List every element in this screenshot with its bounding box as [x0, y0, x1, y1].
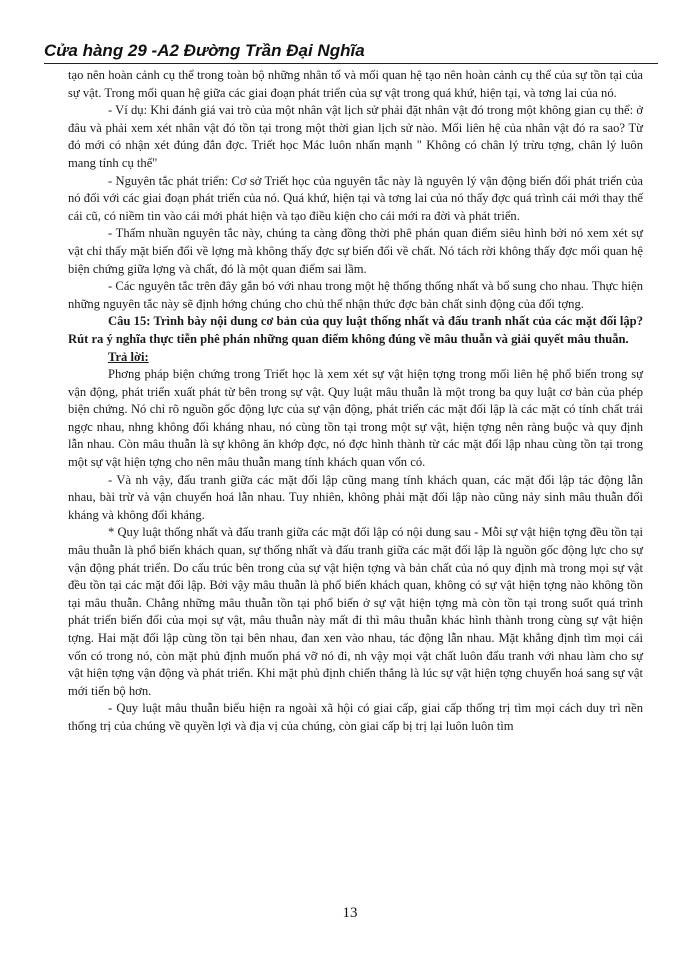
header-rule: [44, 63, 658, 64]
paragraph-law-content: * Quy luật thống nhất và đấu tranh giữa các mặt đối lập có nội dung sau - Mỗi sự vật hiện tợng đều tồn tại mâu thuẫn là phổ biến khách quan, sự thống nhất và đấu tranh giữa các mặt đối lập là nguồn gốc động lực cho sự vận động phát triển. Do cấu trúc bên trong của sự vật hiện tợng và bản chất của nó quy định mà trong mọi sự vật đều tồn tại các mặt đối lập. Bởi vậy mâu thuẫn là phổ biến khách quan, không có sự vật hiện tợng nào không tồn tại mâu thuẫn. Chẳng những mâu thuẫn tồn tại phổ biến ở sự vật hiện tợng mà còn tồn tại trong suốt quá trình phát triển biến đổi của mọi sự vật, mâu thuẫn này mất đi thì mâu thuẫn khác hình thành trong cùng sự vật hiện tợng. Hai mặt đối lập cùng tồn tại bên nhau, đan xen vào nhau, tác động lẫn nhau. Mặt khẳng định tìm mọi cái vốn có trong nó, còn mặt phủ định muốn phá vỡ nó đi, nh vậy mọi vật chất luôn đấu tranh với nhau làm cho sự vật hiện tợng vận động và phát triển. Khi mặt phủ định chiến thắng là lúc sự vật hiện tợng chuyển hoá sang sự vật mới tiến bộ hơn.: [68, 525, 643, 698]
paragraph-society: - Quy luật mâu thuẫn biểu hiện ra ngoài xã hội có giai cấp, giai cấp thống trị tìm mọi cách duy trì nền thống trị của chúng về quyền lợi và địa vị của chúng, còn giai cấp bị trị lại luôn luôn tìm: [68, 701, 643, 733]
paragraph-example: - Ví dụ: Khi đánh giá vai trò của một nhân vật lịch sử phải đặt nhân vật đó trong một không gian cụ thể: ở đâu và phải xem xét nhân vật đó tồn tại trong một thời gian lịch sử nào. Mối liên hệ của nhân vật đó ra sao? Từ đó mới có nhận xét đúng đắn đợc. Triết học Mác luôn nhấn mạnh " Không có chân lý trừu tợng, chân lý luôn mang tính cụ thể": [68, 103, 643, 170]
paragraph-principles-system: - Các nguyên tắc trên đây gắn bó với nhau trong một hệ thống thống nhất và bổ sung cho nhau. Thực hiện những nguyên tắc này sẽ định hớng chúng cho chủ thể nhận thức đợc bản chất sinh động của đối tợng.: [68, 279, 643, 311]
paragraph-dialectics: Phơng pháp biện chứng trong Triết học là xem xét sự vật hiện tợng trong mối liên hệ phổ biến trong sự vận động, phát triển xuất phát từ bên trong sự vật. Quy luật mâu thuẫn là một trong ba quy luật cơ bản của phép biện chứng. Nó chỉ rõ nguồn gốc động lực của sự vận động, phát triển các mặt đối lập là các mặt có tính chất trái ngợc nhau, nhng không đối kháng nhau, nó cùng tồn tại trong một sự vật, hiện tợng nên ràng buộc và quy định lẫn nhau. Còn mâu thuẫn là sự không ăn khớp đợc, nó đợc hình thành từ các mặt đối lập nhau cùng tồn tại trong một sự vật hiện tợng cho nên mâu thuẫn mang tính khách quan vốn có.: [68, 367, 643, 470]
answer-label: Trả lời:: [108, 349, 149, 364]
paragraph-continued: tạo nên hoàn cảnh cụ thể trong toàn bộ những nhân tố và mối quan hệ tạo nên hoàn cảnh cụ thể của sự tồn tại của sự vật. Trong mối quan hệ giữa các giai đoạn phát triển của sự vật trong quá khứ, hiện tại, và tơng lai của nó.: [68, 68, 643, 100]
paragraph-criticism: - Thấm nhuần nguyên tắc này, chúng ta càng đồng thời phê phán quan điểm siêu hình bởi nó xem xét sự vật chỉ thấy mặt biến đổi về lợng mà không thấy đợc sự biến đổi về chất. Nó tách rời không thấy đợc mối quan hệ biện chứng giữa lợng và chất, đó là một quan điểm sai lầm.: [68, 226, 643, 276]
paragraph-struggle: - Và nh vậy, đấu tranh giữa các mặt đối lập cũng mang tính khách quan, các mặt đối lập tác động lẫn nhau, bài trừ và vận chuyển hoá lẫn nhau. Tuy nhiên, không phải mặt đối lập nào cũng nảy sinh mâu thuẫn đối kháng và không đối kháng.: [68, 472, 643, 522]
question-heading: Câu 15: Trình bày nội dung cơ bản của quy luật thống nhất và đấu tranh nhất của các mặt đối lập? Rút ra ý nghĩa thực tiễn phê phán những quan điểm không đúng về mâu thuẫn và giải quyết mâu thuẫn.: [68, 314, 643, 346]
paragraph-development-principle: - Nguyên tắc phát triển: Cơ sở Triết học của nguyên tắc này là nguyên lý vận động biến đổi phát triển của nó đối với các giai đoạn phát triển của nó. Quá khứ, hiện tại và tơng lai của nó thấy đợc quá trình cái mới thay thế cái cũ, có niềm tin vào cái mới phát hiện và tạo điều kiện cho cái mới ra đời và phát triển.: [68, 173, 643, 223]
document-body: [68, 67, 643, 736]
page-header-title: Cửa hàng 29 -A2 Đường Trần Đại Nghĩa: [44, 41, 365, 60]
page-number: 13: [342, 905, 358, 921]
